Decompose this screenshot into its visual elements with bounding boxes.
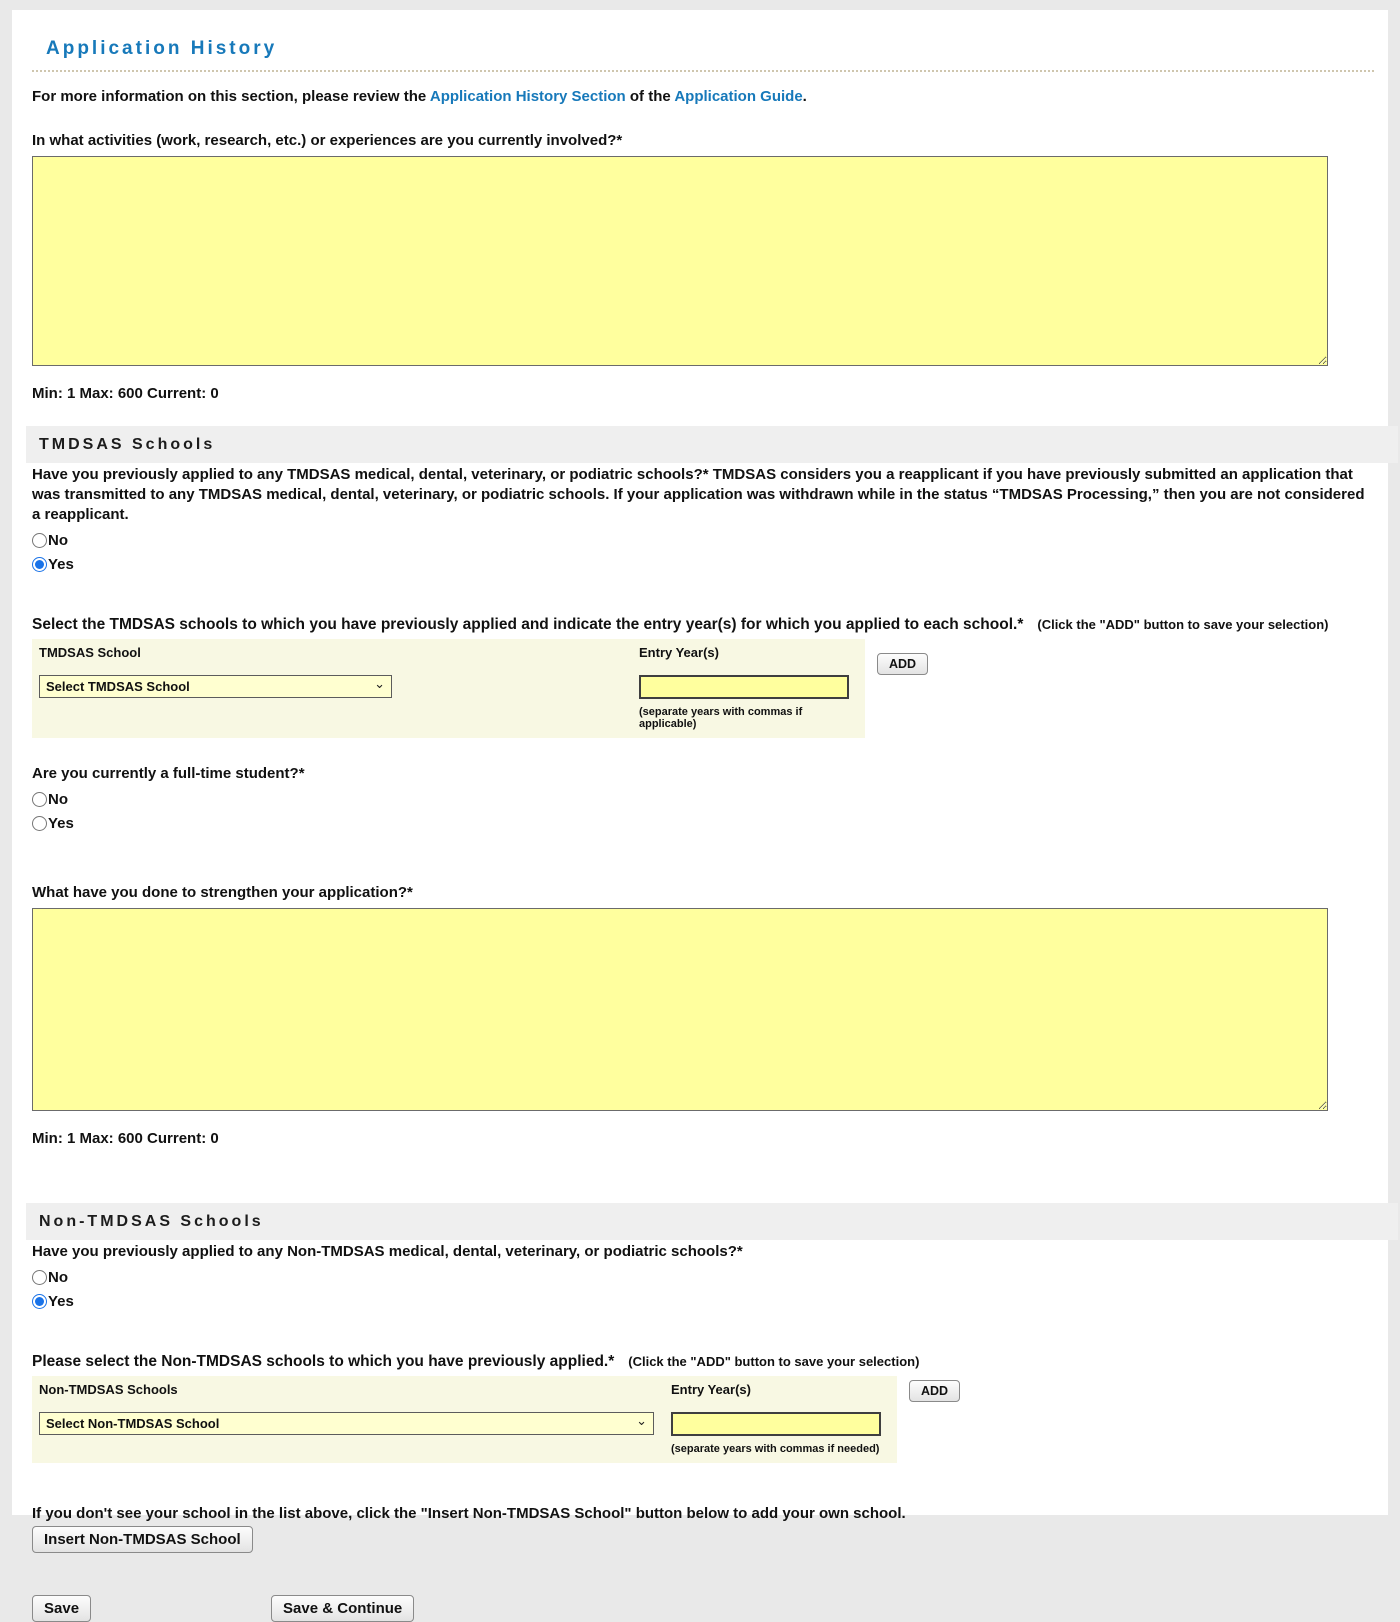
intro-middle: of the — [625, 88, 675, 105]
application-guide-link[interactable]: Application Guide — [674, 88, 803, 105]
tmdsas-entry-label: Entry Year(s) — [639, 645, 719, 660]
strengthen-textarea[interactable] — [32, 908, 1328, 1111]
spacer — [32, 837, 1374, 861]
non-tmdsas-section-title: Non-TMDSAS Schools — [39, 1212, 264, 1230]
non-tmdsas-section-header — [26, 1203, 1398, 1240]
tmdsas-select-prompt: Select the TMDSAS schools to which you have previously applied and indicate the entry year(s) for which you applied to each school.* — [32, 616, 1024, 633]
tmdsas-section-title: TMDSAS Schools — [39, 435, 216, 453]
chevron-down-icon: ⌄ — [636, 1413, 647, 1428]
tmdsas-entry-year-input[interactable] — [639, 675, 849, 699]
non-tmdsas-add-button[interactable]: ADD — [909, 1380, 960, 1402]
strengthen-counter: Min: 1 Max: 600 Current: 0 — [32, 1130, 219, 1147]
non-tmdsas-applied-no-row[interactable] — [32, 1267, 1374, 1287]
activities-question: In what activities (work, research, etc.) or experiences are you currently involved?* — [32, 132, 623, 149]
tmdsas-select-prompt-row — [32, 616, 1374, 634]
application-history-section-link[interactable]: Application History Section — [429, 88, 626, 105]
title-divider — [32, 70, 1374, 72]
tmdsas-entry-hint: (separate years with commas if applicable) — [639, 706, 803, 730]
page-title: Application History — [46, 38, 278, 59]
strengthen-question: What have you done to strengthen your application?* — [32, 884, 413, 901]
non-tmdsas-school-panel — [32, 1376, 897, 1463]
content-area — [12, 10, 1388, 1617]
save-continue-button[interactable]: Save & Continue — [271, 1595, 414, 1622]
tmdsas-add-button[interactable]: ADD — [877, 653, 928, 675]
fulltime-no-label[interactable]: No — [48, 790, 68, 808]
non-tmdsas-select-prompt-row — [32, 1353, 1374, 1371]
tmdsas-school-select[interactable] — [39, 675, 392, 698]
non-tmdsas-entry-label: Entry Year(s) — [671, 1382, 751, 1397]
fulltime-no-row[interactable] — [32, 789, 1374, 809]
tmdsas-select-hint: (Click the "ADD" button to save your selection) — [1037, 617, 1329, 632]
activities-textarea[interactable] — [32, 156, 1328, 366]
non-tmdsas-school-column — [39, 1382, 671, 1455]
save-button[interactable]: Save — [32, 1595, 91, 1622]
tmdsas-school-panel — [32, 639, 865, 738]
tmdsas-section-header — [26, 426, 1398, 463]
non-tmdsas-applied-no-radio[interactable] — [32, 1270, 47, 1285]
non-tmdsas-school-label: Non-TMDSAS Schools — [39, 1382, 178, 1397]
intro-suffix: . — [802, 88, 807, 105]
activities-counter: Min: 1 Max: 600 Current: 0 — [32, 385, 219, 402]
non-tmdsas-select-hint: (Click the "ADD" button to save your selection) — [628, 1354, 920, 1369]
non-tmdsas-school-field-group — [32, 1376, 1374, 1463]
non-tmdsas-applied-yes-radio[interactable] — [32, 1294, 47, 1309]
footer-button-row — [32, 1595, 1374, 1622]
fulltime-yes-label[interactable]: Yes — [48, 814, 74, 832]
tmdsas-applied-no-label[interactable]: No — [48, 531, 68, 549]
tmdsas-school-label: TMDSAS School — [39, 645, 141, 660]
non-tmdsas-select-prompt: Please select the Non-TMDSAS schools to which you have previously applied.* — [32, 1353, 615, 1370]
non-tmdsas-applied-question: Have you previously applied to any Non-TMDSAS medical, dental, veterinary, or podiatric schools?* — [32, 1243, 743, 1260]
non-tmdsas-applied-yes-label[interactable]: Yes — [48, 1292, 74, 1310]
non-tmdsas-school-select-wrap — [39, 1412, 654, 1435]
non-tmdsas-school-select[interactable] — [39, 1412, 654, 1435]
tmdsas-school-select-wrap — [39, 675, 392, 698]
intro-text — [32, 88, 1374, 105]
fulltime-yes-row[interactable] — [32, 813, 1374, 833]
tmdsas-school-column — [39, 645, 639, 730]
fulltime-no-radio[interactable] — [32, 792, 47, 807]
fulltime-question: Are you currently a full-time student?* — [32, 765, 305, 782]
non-tmdsas-entry-column — [671, 1382, 889, 1455]
tmdsas-applied-question: Have you previously applied to any TMDSAS medical, dental, veterinary, or podiatric schools?* TMDSAS considers you a reapplicant if you have previously submitted an application that was transmitted to any TMDSAS medical, dental, veterinary, or podiatric schools. If your application was withdrawn while in the status “TMDSAS Processing,” then you are not considered a reapplicant. — [32, 466, 1365, 523]
fulltime-yes-radio[interactable] — [32, 816, 47, 831]
non-tmdsas-entry-year-input[interactable] — [671, 1412, 881, 1436]
tmdsas-applied-no-radio[interactable] — [32, 533, 47, 548]
non-tmdsas-entry-hint: (separate years with commas if needed) — [671, 1443, 880, 1455]
tmdsas-applied-no-row[interactable] — [32, 530, 1374, 550]
intro-prefix: For more information on this section, please review the — [32, 88, 430, 105]
chevron-down-icon: ⌄ — [374, 676, 385, 691]
tmdsas-applied-yes-row[interactable] — [32, 554, 1374, 574]
non-tmdsas-applied-yes-row[interactable] — [32, 1291, 1374, 1311]
tmdsas-applied-yes-radio[interactable] — [32, 557, 47, 572]
tmdsas-school-field-group — [32, 639, 1374, 738]
insert-non-tmdsas-school-button[interactable]: Insert Non-TMDSAS School — [32, 1526, 253, 1553]
non-tmdsas-applied-no-label[interactable]: No — [48, 1268, 68, 1286]
tmdsas-applied-yes-label[interactable]: Yes — [48, 555, 74, 573]
tmdsas-entry-column — [639, 645, 857, 730]
insert-school-note: If you don't see your school in the list above, click the "Insert Non-TMDSAS School" button below to add your own school. — [32, 1505, 906, 1522]
